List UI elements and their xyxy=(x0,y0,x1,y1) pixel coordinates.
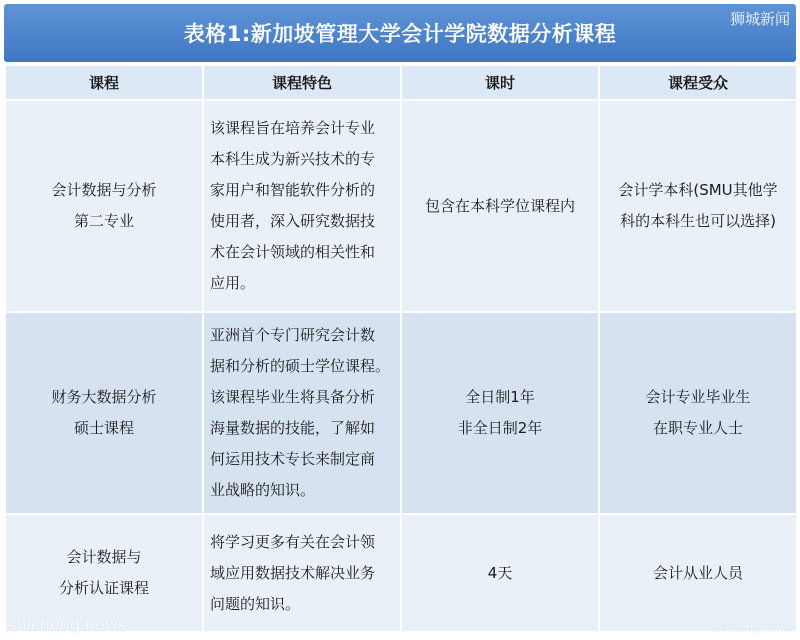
cell-line: 何运用技术专长来制定商 xyxy=(210,450,376,468)
cell-line: 会计从业人员 xyxy=(652,563,743,582)
header-features: 课程特色 xyxy=(203,65,401,100)
cell-hours xyxy=(401,312,599,514)
cell-line: 本科生成为新兴技术的专 xyxy=(210,150,376,168)
cell-line: 硕士课程 xyxy=(73,419,134,437)
cell-line: 该课程旨在培养会计专业 xyxy=(210,119,376,137)
table-row xyxy=(5,100,797,312)
cell-hours xyxy=(401,100,599,312)
watermark-bottom-left: shicheng.news xyxy=(8,615,127,634)
course-table xyxy=(4,64,798,633)
cell-line: 亚洲首个专门研究会计数 xyxy=(210,326,376,344)
cell-line: 包含在本科学位课程内 xyxy=(424,196,575,215)
cell-line: 海量数据的技能，了解如 xyxy=(210,419,376,437)
cell-features xyxy=(203,312,401,514)
cell-line: 应用。 xyxy=(210,274,256,292)
cell-line: 将学习更多有关在会计领 xyxy=(210,532,376,551)
header-audience: 课程受众 xyxy=(599,65,797,100)
cell-line: 会计数据与分析 xyxy=(51,181,157,199)
table-title: 表格1:新加坡管理大学会计学院数据分析课程 xyxy=(183,22,617,46)
cell-line: 会计专业毕业生 xyxy=(645,388,751,406)
cell-line: 分析认证课程 xyxy=(58,579,149,597)
cell-line: 全日制1年 xyxy=(465,388,535,406)
cell-line: 使用者，深入研究数据技 xyxy=(210,212,376,230)
cell-line: 第二专业 xyxy=(73,212,134,230)
cell-line: 科的本科生也可以选择) xyxy=(620,212,776,230)
cell-line: 该课程毕业生将具备分析 xyxy=(210,388,376,406)
cell-line: 会计学本科(SMU其他学 xyxy=(618,181,778,199)
title-bar xyxy=(4,4,796,62)
header-row xyxy=(5,65,797,100)
watermark-bottom-right: shicheng.news xyxy=(710,621,792,634)
cell-course xyxy=(5,312,203,514)
cell-audience xyxy=(599,514,797,632)
cell-line: 据和分析的硕士学位课程。 xyxy=(210,357,391,375)
table-row xyxy=(5,312,797,514)
cell-line: 业战略的知识。 xyxy=(210,481,316,499)
cell-line: 在职专业人士 xyxy=(652,419,743,437)
cell-line: 域应用数据技术解决业务 xyxy=(210,563,376,582)
cell-line: 问题的知识。 xyxy=(210,594,301,613)
cell-features xyxy=(203,100,401,312)
cell-line: 会计数据与 xyxy=(66,548,142,566)
cell-line: 术在会计领域的相关性和 xyxy=(210,243,376,261)
watermark-top-right: 狮城新闻 xyxy=(729,10,790,28)
cell-audience xyxy=(599,312,797,514)
cell-course xyxy=(5,100,203,312)
cell-line: 家用户和智能软件分析的 xyxy=(210,181,376,199)
header-course: 课程 xyxy=(5,65,203,100)
cell-line: 4天 xyxy=(487,563,513,582)
cell-hours xyxy=(401,514,599,632)
cell-features xyxy=(203,514,401,632)
cell-line: 财务大数据分析 xyxy=(51,388,157,406)
cell-line: 非全日制2年 xyxy=(457,419,543,437)
cell-audience xyxy=(599,100,797,312)
header-hours: 课时 xyxy=(401,65,599,100)
